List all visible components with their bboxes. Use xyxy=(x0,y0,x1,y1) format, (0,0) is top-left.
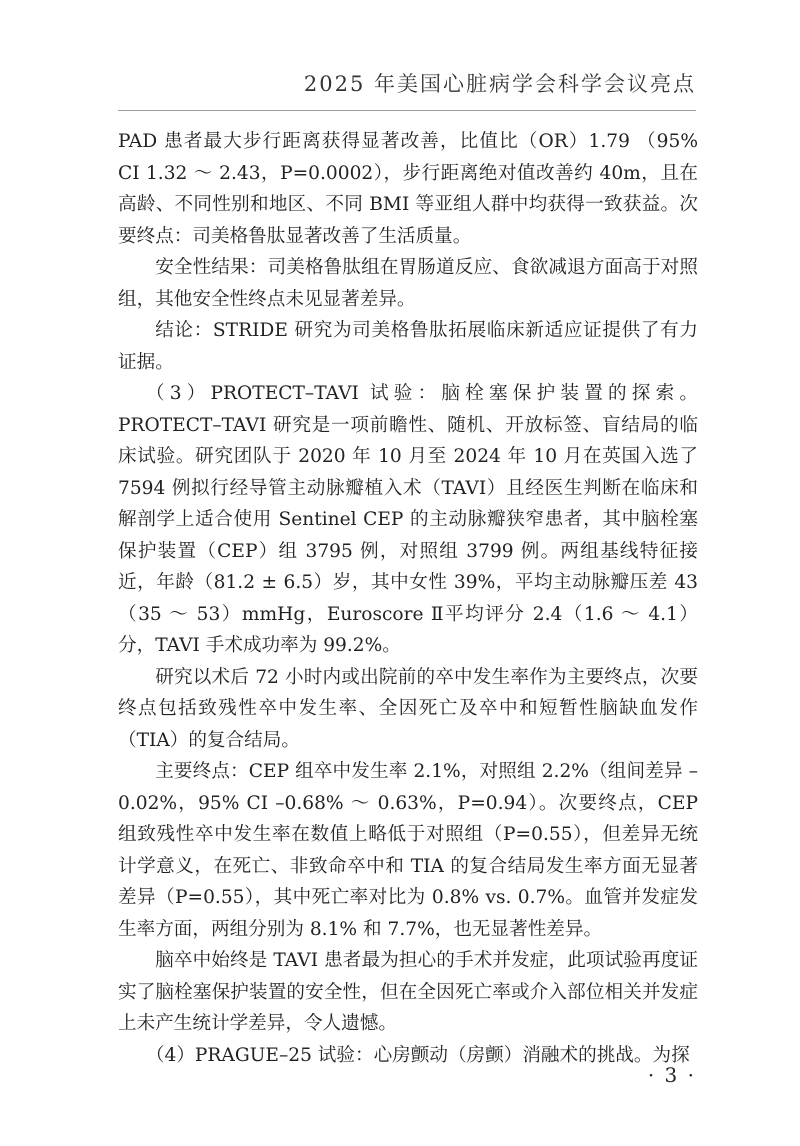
running-header: 2025 年美国心脏病学会科学会议亮点 xyxy=(303,72,696,96)
paragraph-prague-25-intro: （4）PRAGUE–25 试验：心房颤动（房颤）消融术的挑战。为探 xyxy=(145,1044,690,1066)
paragraph-primary-endpoint: 主要终点：CEP 组卒中发生率 2.1%，对照组 2.2%（组间差异 –0.02%，95% CI –0.68% ～ 0.63%，P=0.94）。次要终点，CEP 组致残性卒中发生率在数值上略低于对照组（P=0.55），但差异无统计学意义，在死亡、非致命卒中和 TIA 的复合结局发生率方面无显著差异（P=0.55），其中死亡率对比为 0.8% vs. 0.7%。血管并发症发生率方面，两组分别为 8.1% 和 7.7%，也无显著性差异。 xyxy=(118,761,698,940)
paragraph-protect-tavi-intro: （3）PROTECT–TAVI 试验：脑栓塞保护装置的探索。PROTECT–TAVI 研究是一项前瞻性、随机、开放标签、盲结局的临床试验。研究团队于 2020 年 10 月至 2024 年 10 月在英国入选了 7594 例拟行经导管主动脉瓣植入术（TAVI）且经医生判断在临床和解剖学上适合使用 Sentinel CEP 的主动脉瓣狭窄患者，其中脑栓塞保护装置（CEP）组 3795 例，对照组 3799 例。两组基线特征接近，年龄（81.2 ± 6.5）岁，其中女性 39%，平均主动脉瓣压差 43（35 ～ 53）mmHg，Euroscore Ⅱ平均评分 2.4（1.6 ～ 4.1）分，TAVI 手术成功率为 99.2%。 xyxy=(118,383,698,656)
paragraph-pad-results: PAD 患者最大步行距离获得显著改善，比值比（OR）1.79 （95% CI 1.32 ～ 2.43，P=0.0002），步行距离绝对值改善约 40m，且在高龄、不同性别和地区、不同 BMI 等亚组人群中均获得一致获益。次要终点：司美格鲁肽显著改善了生活质量。 xyxy=(118,131,698,247)
paragraph-safety-results: 安全性结果：司美格鲁肽组在胃肠道反应、食欲减退方面高于对照组，其他安全性终点未见显著差异。 xyxy=(118,257,698,310)
paragraph-tavi-comment: 脑卒中始终是 TAVI 患者最为担心的手术并发症，此项试验再度证实了脑栓塞保护装置的安全性，但在全因死亡率或介入部位相关并发症上未产生统计学差异，令人遗憾。 xyxy=(118,950,698,1034)
page-number: · 3 · xyxy=(647,1063,696,1087)
header-divider xyxy=(118,110,696,111)
paragraph-stride-conclusion: 结论：STRIDE 研究为司美格鲁肽拓展临床新适应证提供了有力证据。 xyxy=(118,320,698,373)
article-body xyxy=(118,126,698,1071)
paragraph-endpoints-definition: 研究以术后 72 小时内或出院前的卒中发生率作为主要终点，次要终点包括致残性卒中发生率、全因死亡及卒中和短暂性脑缺血发作（TIA）的复合结局。 xyxy=(118,666,698,751)
